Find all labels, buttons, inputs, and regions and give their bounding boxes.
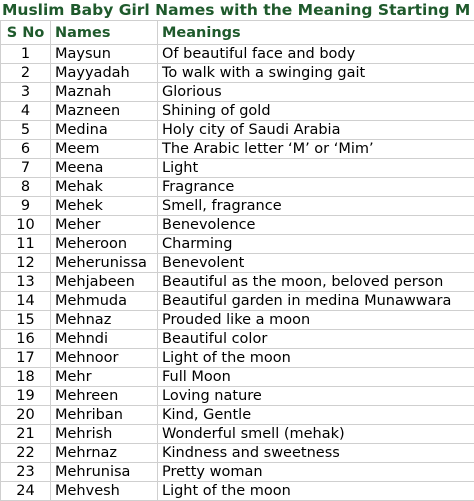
sno-cell: 12 — [1, 254, 51, 273]
sno-cell: 10 — [1, 216, 51, 235]
meaning-cell: Benevolence — [158, 216, 474, 235]
sno-cell: 24 — [1, 482, 51, 501]
name-cell: Meher — [51, 216, 158, 235]
table-row — [1, 425, 474, 444]
table-row — [1, 406, 474, 425]
sno-cell: 3 — [1, 83, 51, 102]
table-row — [1, 216, 474, 235]
meaning-cell: Kind, Gentle — [158, 406, 474, 425]
sno-cell: 19 — [1, 387, 51, 406]
name-cell: Mehr — [51, 368, 158, 387]
meaning-cell: Charming — [158, 235, 474, 254]
table-row — [1, 311, 474, 330]
name-cell: Maysun — [51, 45, 158, 64]
meaning-cell: Pretty woman — [158, 463, 474, 482]
table-row — [1, 330, 474, 349]
sno-cell: 18 — [1, 368, 51, 387]
sno-cell: 14 — [1, 292, 51, 311]
meaning-cell: Of beautiful face and body — [158, 45, 474, 64]
table-row — [1, 292, 474, 311]
table-row — [1, 83, 474, 102]
sno-cell: 6 — [1, 140, 51, 159]
sno-cell: 13 — [1, 273, 51, 292]
name-cell: Mehreen — [51, 387, 158, 406]
sno-cell: 9 — [1, 197, 51, 216]
table-row — [1, 102, 474, 121]
sno-cell: 4 — [1, 102, 51, 121]
name-cell: Meena — [51, 159, 158, 178]
table-row — [1, 273, 474, 292]
sno-cell: 1 — [1, 45, 51, 64]
meaning-cell: The Arabic letter ‘M’ or ‘Mim’ — [158, 140, 474, 159]
name-cell: Meherunissa — [51, 254, 158, 273]
table-row — [1, 121, 474, 140]
sno-cell: 16 — [1, 330, 51, 349]
meaning-cell: Beautiful garden in medina Munawwara — [158, 292, 474, 311]
name-cell: Meem — [51, 140, 158, 159]
sno-cell: 20 — [1, 406, 51, 425]
table-row — [1, 64, 474, 83]
sno-cell: 22 — [1, 444, 51, 463]
sno-cell: 11 — [1, 235, 51, 254]
column-header-names: Names — [51, 21, 158, 45]
meaning-cell: Beautiful color — [158, 330, 474, 349]
name-cell: Mehek — [51, 197, 158, 216]
meaning-cell: Beautiful as the moon, beloved person — [158, 273, 474, 292]
name-cell: Mehnoor — [51, 349, 158, 368]
name-cell: Mazneen — [51, 102, 158, 121]
name-cell: Mehmuda — [51, 292, 158, 311]
meaning-cell: To walk with a swinging gait — [158, 64, 474, 83]
table-row — [1, 387, 474, 406]
names-table — [0, 20, 474, 501]
meaning-cell: Light of the moon — [158, 349, 474, 368]
name-cell: Mayyadah — [51, 64, 158, 83]
meaning-cell: Full Moon — [158, 368, 474, 387]
name-cell: Mehrunisa — [51, 463, 158, 482]
sno-cell: 7 — [1, 159, 51, 178]
sno-cell: 23 — [1, 463, 51, 482]
meaning-cell: Light — [158, 159, 474, 178]
sno-cell: 5 — [1, 121, 51, 140]
column-header-meanings: Meanings — [158, 21, 474, 45]
table-row — [1, 463, 474, 482]
meaning-cell: Wonderful smell (mehak) — [158, 425, 474, 444]
meaning-cell: Shining of gold — [158, 102, 474, 121]
table-row — [1, 159, 474, 178]
meaning-cell: Holy city of Saudi Arabia — [158, 121, 474, 140]
name-cell: Mehrish — [51, 425, 158, 444]
table-row — [1, 482, 474, 501]
meaning-cell: Fragrance — [158, 178, 474, 197]
sno-cell: 21 — [1, 425, 51, 444]
meaning-cell: Benevolent — [158, 254, 474, 273]
name-cell: Meheroon — [51, 235, 158, 254]
meaning-cell: Glorious — [158, 83, 474, 102]
sno-cell: 2 — [1, 64, 51, 83]
table-header-row — [1, 21, 474, 45]
table-row — [1, 140, 474, 159]
name-cell: Mehjabeen — [51, 273, 158, 292]
column-header-sno: S No — [1, 21, 51, 45]
name-cell: Mehrnaz — [51, 444, 158, 463]
meaning-cell: Light of the moon — [158, 482, 474, 501]
sno-cell: 15 — [1, 311, 51, 330]
sno-cell: 17 — [1, 349, 51, 368]
table-row — [1, 197, 474, 216]
table-row — [1, 45, 474, 64]
name-cell: Mehvesh — [51, 482, 158, 501]
table-row — [1, 235, 474, 254]
table-row — [1, 178, 474, 197]
meaning-cell: Kindness and sweetness — [158, 444, 474, 463]
page-title: Muslim Baby Girl Names with the Meaning Starting M — [0, 0, 474, 20]
meaning-cell: Prouded like a moon — [158, 311, 474, 330]
name-cell: Medina — [51, 121, 158, 140]
name-cell: Maznah — [51, 83, 158, 102]
name-cell: Mehndi — [51, 330, 158, 349]
meaning-cell: Loving nature — [158, 387, 474, 406]
name-cell: Mehriban — [51, 406, 158, 425]
name-cell: Mehnaz — [51, 311, 158, 330]
meaning-cell: Smell, fragrance — [158, 197, 474, 216]
table-row — [1, 444, 474, 463]
sno-cell: 8 — [1, 178, 51, 197]
name-cell: Mehak — [51, 178, 158, 197]
table-row — [1, 368, 474, 387]
table-row — [1, 254, 474, 273]
table-row — [1, 349, 474, 368]
